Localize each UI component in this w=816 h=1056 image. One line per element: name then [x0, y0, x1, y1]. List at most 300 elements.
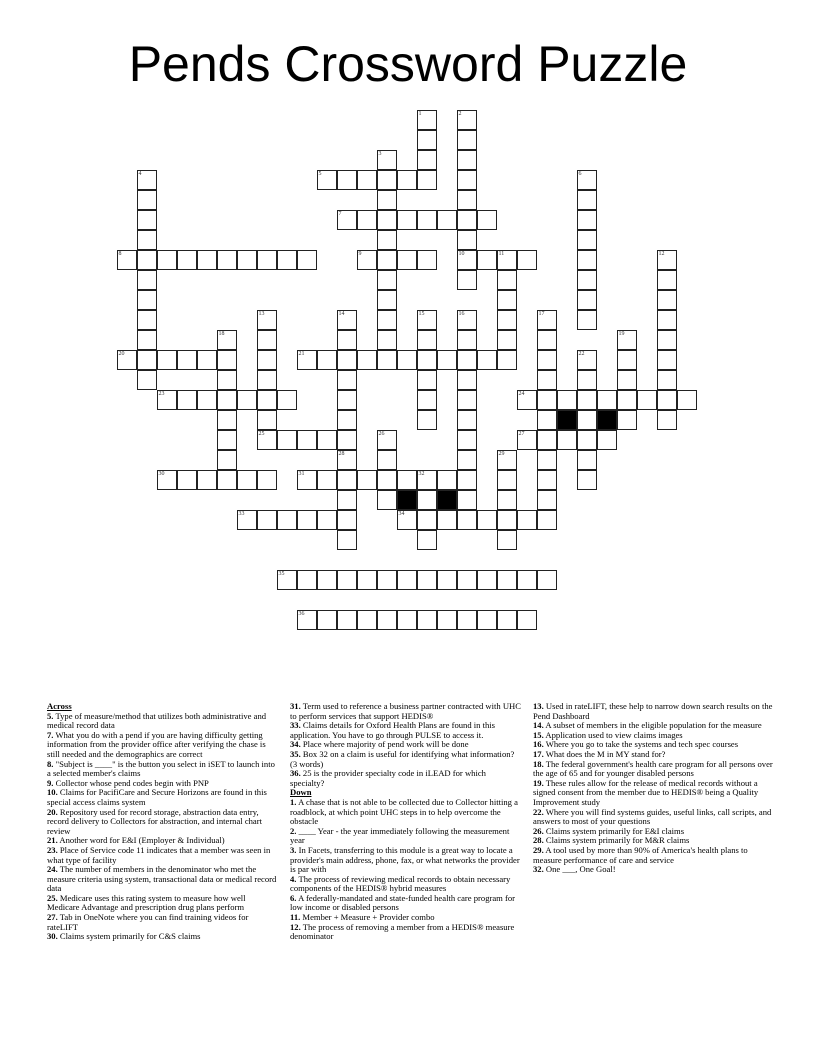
- crossword-cell[interactable]: [157, 390, 177, 410]
- crossword-cell[interactable]: [297, 510, 317, 530]
- clue-number: 1: [418, 110, 422, 117]
- clue-number: 28.: [533, 835, 544, 846]
- crossword-cell[interactable]: [457, 570, 477, 590]
- crossword-cell[interactable]: [317, 570, 337, 590]
- crossword-cell[interactable]: [377, 490, 397, 510]
- crossword-cell[interactable]: [577, 350, 597, 370]
- crossword-cell[interactable]: [437, 470, 457, 490]
- clue-item: 5. Type of measure/method that utilizes both administrative and medical record data: [47, 710, 267, 731]
- crossword-cell[interactable]: [497, 270, 517, 290]
- clue-number: 2: [458, 110, 462, 117]
- clue-number: 1.: [290, 796, 297, 807]
- crossword-cell[interactable]: [397, 350, 417, 370]
- crossword-cell[interactable]: [417, 610, 437, 630]
- crossword-cell[interactable]: [537, 490, 557, 510]
- crossword-cell[interactable]: [417, 570, 437, 590]
- clue-number: 35: [278, 570, 285, 577]
- clue-number: 7.: [47, 729, 54, 740]
- crossword-cell[interactable]: [577, 430, 597, 450]
- crossword-cell[interactable]: [337, 370, 357, 390]
- crossword-cell[interactable]: [577, 270, 597, 290]
- crossword-cell[interactable]: [417, 210, 437, 230]
- crossword-cell[interactable]: [217, 430, 237, 450]
- crossword-cell[interactable]: [417, 370, 437, 390]
- crossword-cell[interactable]: [377, 210, 397, 230]
- clue-number: 32: [418, 470, 425, 477]
- crossword-cell[interactable]: [337, 530, 357, 550]
- crossword-cell[interactable]: [457, 170, 477, 190]
- crossword-cell[interactable]: [417, 350, 437, 370]
- crossword-cell[interactable]: [577, 450, 597, 470]
- crossword-cell[interactable]: [397, 610, 417, 630]
- crossword-cell[interactable]: [357, 470, 377, 490]
- clue-number: 11.: [290, 912, 301, 923]
- crossword-cell[interactable]: [137, 310, 157, 330]
- crossword-cell[interactable]: [557, 430, 577, 450]
- crossword-cell[interactable]: [117, 250, 137, 270]
- crossword-cell[interactable]: [157, 350, 177, 370]
- crossword-cell[interactable]: [417, 110, 437, 130]
- crossword-cell[interactable]: [277, 390, 297, 410]
- crossword-cell[interactable]: [337, 350, 357, 370]
- crossword-cell[interactable]: [217, 330, 237, 350]
- crossword-cell[interactable]: [437, 210, 457, 230]
- crossword-cell[interactable]: [657, 370, 677, 390]
- crossword-cell[interactable]: [537, 510, 557, 530]
- crossword-cell[interactable]: [477, 510, 497, 530]
- crossword-cell[interactable]: [377, 150, 397, 170]
- clue-item: 6. A federally-mandated and state-funded health care program for low income or disabled persons: [290, 892, 516, 913]
- crossword-cell[interactable]: [517, 570, 537, 590]
- crossword-cell[interactable]: [257, 410, 277, 430]
- clue-number: 13.: [533, 701, 544, 711]
- clue-number: 22.: [533, 806, 544, 817]
- crossword-cell[interactable]: [357, 570, 377, 590]
- crossword-cell[interactable]: [617, 410, 637, 430]
- clue-number: 22: [578, 350, 585, 357]
- crossword-cell[interactable]: [457, 490, 477, 510]
- crossword-cell[interactable]: [117, 350, 137, 370]
- crossword-cell[interactable]: [657, 410, 677, 430]
- crossword-cell[interactable]: [657, 310, 677, 330]
- crossword-cell[interactable]: [317, 610, 337, 630]
- clue-number: 17.: [533, 748, 544, 759]
- crossword-cell[interactable]: [457, 370, 477, 390]
- crossword-cell[interactable]: [377, 430, 397, 450]
- crossword-cell[interactable]: [377, 310, 397, 330]
- clue-number: 2.: [290, 825, 297, 836]
- crossword-cell[interactable]: [337, 610, 357, 630]
- crossword-cell[interactable]: [237, 510, 257, 530]
- clue-number: 3: [378, 150, 382, 157]
- clue-number: 11: [498, 250, 505, 257]
- crossword-cell[interactable]: [297, 610, 317, 630]
- crossword-cell[interactable]: [477, 210, 497, 230]
- clue-number: 20.: [47, 806, 58, 817]
- crossword-cell[interactable]: [277, 250, 297, 270]
- crossword-cell[interactable]: [417, 530, 437, 550]
- crossword-cell[interactable]: [137, 350, 157, 370]
- crossword-cell[interactable]: [537, 310, 557, 330]
- crossword-cell[interactable]: [137, 330, 157, 350]
- crossword-cell[interactable]: [577, 410, 597, 430]
- clue-number: 29: [498, 450, 505, 457]
- crossword-cell[interactable]: [417, 510, 437, 530]
- crossword-cell[interactable]: [417, 310, 437, 330]
- clue-item: 29. A tool used by more than 90% of America's health plans to measure performance of care and service: [533, 844, 748, 865]
- crossword-cell[interactable]: [457, 450, 477, 470]
- clue-number: 9: [358, 250, 362, 257]
- crossword-cell[interactable]: [297, 430, 317, 450]
- clue-number: 16.: [533, 739, 544, 750]
- crossword-cell[interactable]: [217, 350, 237, 370]
- crossword-cell[interactable]: [457, 410, 477, 430]
- clue-number: 6.: [290, 892, 297, 903]
- clue-item: 32. One ___, One Goal!: [533, 864, 616, 875]
- clue-number: 10.: [47, 787, 58, 798]
- crossword-cell[interactable]: [657, 330, 677, 350]
- crossword-cell[interactable]: [617, 370, 637, 390]
- crossword-cell[interactable]: [257, 370, 277, 390]
- crossword-cell[interactable]: [537, 330, 557, 350]
- crossword-cell[interactable]: [337, 510, 357, 530]
- crossword-cell[interactable]: [437, 610, 457, 630]
- black-cell: [597, 410, 617, 430]
- crossword-cell[interactable]: [457, 610, 477, 630]
- clue-number: 31.: [290, 701, 301, 711]
- clue-item: 30. Claims system primarily for C&S claims: [47, 931, 201, 942]
- crossword-cell[interactable]: [417, 490, 437, 510]
- crossword-cell[interactable]: [617, 330, 637, 350]
- crossword-cell[interactable]: [197, 390, 217, 410]
- crossword-cell[interactable]: [497, 490, 517, 510]
- crossword-cell[interactable]: [497, 450, 517, 470]
- crossword-cell[interactable]: [337, 170, 357, 190]
- crossword-cell[interactable]: [357, 610, 377, 630]
- crossword-cell[interactable]: [377, 350, 397, 370]
- crossword-cell[interactable]: [517, 610, 537, 630]
- crossword-cell[interactable]: [497, 570, 517, 590]
- crossword-cell[interactable]: [597, 390, 617, 410]
- clue-number: 35.: [290, 748, 301, 759]
- crossword-cell[interactable]: [377, 290, 397, 310]
- crossword-cell[interactable]: [397, 510, 417, 530]
- crossword-cell[interactable]: [657, 350, 677, 370]
- crossword-cell[interactable]: [537, 430, 557, 450]
- crossword-cell[interactable]: [277, 510, 297, 530]
- clue-column-2: [290, 702, 522, 942]
- clue-item: 28. Claims system primarily for M&R claims: [533, 835, 690, 846]
- clue-number: 6: [578, 170, 582, 177]
- crossword-cell[interactable]: [237, 250, 257, 270]
- crossword-cell[interactable]: [417, 150, 437, 170]
- crossword-cell[interactable]: [497, 510, 517, 530]
- crossword-cell[interactable]: [297, 470, 317, 490]
- crossword-cell[interactable]: [517, 430, 537, 450]
- crossword-cell[interactable]: [257, 330, 277, 350]
- crossword-cell[interactable]: [457, 310, 477, 330]
- crossword-cell[interactable]: [377, 470, 397, 490]
- crossword-cell[interactable]: [337, 470, 357, 490]
- crossword-cell[interactable]: [297, 570, 317, 590]
- crossword-cell[interactable]: [197, 350, 217, 370]
- crossword-cell[interactable]: [497, 250, 517, 270]
- crossword-cell[interactable]: [457, 230, 477, 250]
- clue-item: 25. Medicare uses this rating system to measure how well Medicare Advantage and prescription drug plans perform: [47, 892, 246, 913]
- crossword-cell[interactable]: [337, 330, 357, 350]
- crossword-cell[interactable]: [337, 450, 357, 470]
- crossword-cell[interactable]: [577, 290, 597, 310]
- crossword-cell[interactable]: [497, 610, 517, 630]
- crossword-cell[interactable]: [377, 230, 397, 250]
- crossword-cell[interactable]: [357, 210, 377, 230]
- crossword-cell[interactable]: [337, 390, 357, 410]
- crossword-cell[interactable]: [417, 390, 437, 410]
- crossword-cell[interactable]: [477, 250, 497, 270]
- clue-item: 21. Another word for E&I (Employer & Individual): [47, 835, 225, 846]
- crossword-cell[interactable]: [377, 570, 397, 590]
- crossword-cell[interactable]: [457, 270, 477, 290]
- crossword-cell[interactable]: [377, 450, 397, 470]
- crossword-cell[interactable]: [277, 570, 297, 590]
- clue-number: 23: [158, 390, 165, 397]
- clue-item: 27. Tab in OneNote where you can find training videos for rateLIFT: [47, 912, 249, 932]
- clue-item: 10. Claims for PacifiCare and Secure Horizons are found in this special access claims system: [47, 787, 267, 807]
- crossword-cell[interactable]: [137, 270, 157, 290]
- clue-number: 31: [298, 470, 305, 477]
- crossword-cell[interactable]: [157, 250, 177, 270]
- crossword-cell[interactable]: [237, 390, 257, 410]
- crossword-cell[interactable]: [317, 350, 337, 370]
- clue-item: 9. Collector whose pend codes begin with PNP: [47, 777, 209, 788]
- clue-number: 25.: [47, 892, 58, 903]
- clue-number: 19: [618, 330, 625, 337]
- crossword-cell[interactable]: [577, 390, 597, 410]
- crossword-cell[interactable]: [657, 270, 677, 290]
- crossword-cell[interactable]: [417, 170, 437, 190]
- crossword-cell[interactable]: [597, 430, 617, 450]
- crossword-cell[interactable]: [577, 370, 597, 390]
- crossword-cell[interactable]: [477, 570, 497, 590]
- crossword-cell[interactable]: [637, 390, 657, 410]
- crossword-cell[interactable]: [337, 310, 357, 330]
- crossword-cell[interactable]: [257, 310, 277, 330]
- crossword-cell[interactable]: [497, 290, 517, 310]
- crossword-cell[interactable]: [517, 510, 537, 530]
- clue-item: 33. Claims details for Oxford Health Plans are found in this application. You have to go through PULSE to access it.: [290, 720, 496, 740]
- clue-number: 33: [238, 510, 245, 517]
- crossword-cell[interactable]: [477, 350, 497, 370]
- clue-item: 15. Application used to view claims images: [533, 729, 683, 740]
- crossword-cell[interactable]: [137, 230, 157, 250]
- clue-item: 31. Term used to reference a business partner contracted with UHC to perform services that support HEDIS®: [290, 701, 521, 721]
- crossword-cell[interactable]: [337, 430, 357, 450]
- crossword-cell[interactable]: [577, 310, 597, 330]
- crossword-cell[interactable]: [457, 130, 477, 150]
- crossword-cell[interactable]: [457, 250, 477, 270]
- crossword-cell[interactable]: [497, 530, 517, 550]
- crossword-cell[interactable]: [457, 390, 477, 410]
- crossword-cell[interactable]: [217, 470, 237, 490]
- crossword-cell[interactable]: [217, 410, 237, 430]
- crossword-cell[interactable]: [377, 610, 397, 630]
- crossword-cell[interactable]: [217, 450, 237, 470]
- clue-number: 9.: [47, 777, 54, 788]
- crossword-cell[interactable]: [577, 230, 597, 250]
- crossword-cell[interactable]: [377, 170, 397, 190]
- crossword-cell[interactable]: [337, 570, 357, 590]
- clue-item: 19. These rules allow for the release of medical records without a signed consent from the member due to HEDIS® being a Quality Improvement study: [533, 777, 759, 807]
- clue-column-1: [47, 702, 279, 942]
- crossword-cell[interactable]: [177, 250, 197, 270]
- crossword-cell[interactable]: [237, 470, 257, 490]
- clue-number: 12: [658, 250, 665, 257]
- crossword-cell[interactable]: [417, 130, 437, 150]
- crossword-cell[interactable]: [177, 350, 197, 370]
- crossword-cell[interactable]: [497, 350, 517, 370]
- crossword-cell[interactable]: [577, 170, 597, 190]
- crossword-cell[interactable]: [377, 250, 397, 270]
- clue-number: 29.: [533, 844, 544, 855]
- crossword-cell[interactable]: [397, 170, 417, 190]
- crossword-cell[interactable]: [337, 210, 357, 230]
- crossword-cell[interactable]: [137, 190, 157, 210]
- crossword-cell[interactable]: [177, 470, 197, 490]
- crossword-cell[interactable]: [577, 470, 597, 490]
- crossword-cell[interactable]: [377, 270, 397, 290]
- crossword-cell[interactable]: [437, 350, 457, 370]
- crossword-cell[interactable]: [357, 350, 377, 370]
- crossword-cell[interactable]: [197, 250, 217, 270]
- clue-number: 4: [138, 170, 142, 177]
- crossword-cell[interactable]: [217, 250, 237, 270]
- crossword-cell[interactable]: [277, 430, 297, 450]
- crossword-cell[interactable]: [357, 250, 377, 270]
- crossword-cell[interactable]: [677, 390, 697, 410]
- crossword-cell[interactable]: [217, 370, 237, 390]
- clue-item: 22. Where you will find systems guides, useful links, call scripts, and answers to most of your questions: [533, 806, 772, 827]
- crossword-cell[interactable]: [437, 510, 457, 530]
- crossword-cell[interactable]: [257, 430, 277, 450]
- crossword-cell[interactable]: [417, 250, 437, 270]
- crossword-cell[interactable]: [457, 350, 477, 370]
- clue-number: 15: [418, 310, 425, 317]
- crossword-cell[interactable]: [397, 570, 417, 590]
- clue-item: 1. A chase that is not able to be collected due to Collector hitting a roadblock, at which point UHC steps in to help overcome the obstacle: [290, 796, 518, 827]
- crossword-cell[interactable]: [397, 470, 417, 490]
- clue-number: 26: [378, 430, 385, 437]
- crossword-cell[interactable]: [137, 210, 157, 230]
- clue-item: 13. Used in rateLIFT, these help to narrow down search results on the Pend Dashboard: [533, 701, 773, 721]
- crossword-cell[interactable]: [417, 330, 437, 350]
- crossword-cell[interactable]: [197, 470, 217, 490]
- crossword-cell[interactable]: [497, 470, 517, 490]
- crossword-cell[interactable]: [257, 350, 277, 370]
- crossword-cell[interactable]: [417, 470, 437, 490]
- crossword-cell[interactable]: [537, 450, 557, 470]
- clue-number: 24.: [47, 864, 58, 875]
- crossword-cell[interactable]: [437, 570, 457, 590]
- crossword-cell[interactable]: [397, 210, 417, 230]
- crossword-cell[interactable]: [537, 390, 557, 410]
- crossword-cell[interactable]: [457, 190, 477, 210]
- clue-item: 14. A subset of members in the eligible population for the measure: [533, 720, 762, 731]
- crossword-cell[interactable]: [377, 330, 397, 350]
- clue-number: 33.: [290, 720, 301, 731]
- crossword-cell[interactable]: [457, 430, 477, 450]
- crossword-cell[interactable]: [397, 250, 417, 270]
- clue-number: 23.: [47, 844, 58, 855]
- crossword-cell[interactable]: [537, 370, 557, 390]
- clue-number: 15.: [533, 729, 544, 740]
- crossword-cell[interactable]: [457, 210, 477, 230]
- clue-item: 36. 25 is the provider specialty code in iLEAD for which specialty?: [290, 768, 486, 788]
- crossword-cell[interactable]: [257, 250, 277, 270]
- crossword-cell[interactable]: [657, 250, 677, 270]
- clue-item: 3. In Facets, transferring to this module is a great way to locate a provider's main address, phone, fax, or what networks the provider is par with: [290, 844, 520, 875]
- clue-number: 13: [258, 310, 265, 317]
- crossword-cell[interactable]: [657, 390, 677, 410]
- crossword-cell[interactable]: [457, 470, 477, 490]
- crossword-cell[interactable]: [577, 190, 597, 210]
- crossword-cell[interactable]: [617, 350, 637, 370]
- crossword-cell[interactable]: [137, 170, 157, 190]
- crossword-cell[interactable]: [157, 470, 177, 490]
- crossword-cell[interactable]: [337, 490, 357, 510]
- crossword-cell[interactable]: [137, 290, 157, 310]
- crossword-cell[interactable]: [417, 410, 437, 430]
- crossword-cell[interactable]: [517, 390, 537, 410]
- crossword-cell[interactable]: [577, 250, 597, 270]
- crossword-cell[interactable]: [477, 610, 497, 630]
- crossword-cell[interactable]: [317, 510, 337, 530]
- crossword-cell[interactable]: [377, 190, 397, 210]
- crossword-cell[interactable]: [297, 350, 317, 370]
- crossword-cell[interactable]: [557, 390, 577, 410]
- crossword-cell[interactable]: [457, 150, 477, 170]
- crossword-cell[interactable]: [457, 330, 477, 350]
- crossword-cell[interactable]: [317, 170, 337, 190]
- crossword-cell[interactable]: [317, 470, 337, 490]
- crossword-cell[interactable]: [137, 250, 157, 270]
- crossword-cell[interactable]: [577, 210, 597, 230]
- crossword-cell[interactable]: [257, 470, 277, 490]
- crossword-cell[interactable]: [217, 390, 237, 410]
- crossword-cell[interactable]: [617, 390, 637, 410]
- crossword-cell[interactable]: [337, 410, 357, 430]
- clue-number: 27: [518, 430, 525, 437]
- crossword-cell[interactable]: [137, 370, 157, 390]
- crossword-cell[interactable]: [297, 250, 317, 270]
- crossword-cell[interactable]: [537, 570, 557, 590]
- crossword-cell[interactable]: [537, 470, 557, 490]
- crossword-cell[interactable]: [257, 390, 277, 410]
- crossword-cell[interactable]: [457, 110, 477, 130]
- crossword-cell[interactable]: [257, 510, 277, 530]
- crossword-cell[interactable]: [497, 310, 517, 330]
- black-cell: [557, 410, 577, 430]
- crossword-cell[interactable]: [357, 170, 377, 190]
- crossword-cell[interactable]: [537, 410, 557, 430]
- crossword-cell[interactable]: [657, 290, 677, 310]
- crossword-cell[interactable]: [517, 250, 537, 270]
- crossword-cell[interactable]: [317, 430, 337, 450]
- crossword-cell[interactable]: [497, 330, 517, 350]
- crossword-cell[interactable]: [177, 390, 197, 410]
- crossword-cell[interactable]: [537, 350, 557, 370]
- clue-number: 8: [118, 250, 122, 257]
- crossword-cell[interactable]: [457, 510, 477, 530]
